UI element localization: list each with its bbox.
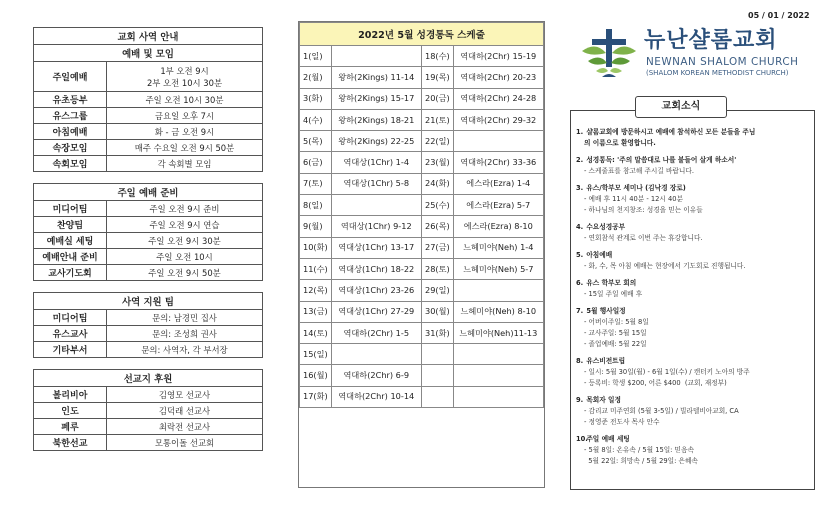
schedule-row (300, 152, 544, 173)
reading-right (453, 344, 543, 365)
row-key: 주일예배 (34, 62, 107, 92)
news-item-number: 5. (576, 251, 584, 259)
reading-right (453, 365, 543, 386)
day-left: 16(월) (300, 365, 332, 386)
news-item-title: 유스/학부모 세미나 (김낙경 장로) (586, 184, 686, 192)
day-left: 4(수) (300, 109, 332, 130)
news-sub-item: - 15일 주일 예배 후 (584, 290, 643, 298)
schedule-row (300, 131, 544, 152)
news-item (576, 434, 812, 445)
schedule-row (300, 67, 544, 88)
reading-left (331, 46, 421, 67)
schedule-row (300, 109, 544, 130)
news-item-number: 7. (576, 307, 584, 315)
table-row (34, 62, 263, 92)
day-left: 2(월) (300, 67, 332, 88)
row-value: 김영모 선교사 (107, 387, 263, 403)
support-table (33, 292, 263, 358)
day-right: 27(금) (421, 237, 453, 258)
reading-left: 왕하(2Kings) 11-14 (331, 67, 421, 88)
table-row (34, 217, 263, 233)
row-value: 매주 수요일 오전 9시 50분 (107, 140, 263, 156)
day-right: 21(토) (421, 109, 453, 130)
news-title: 교회소식 (635, 96, 727, 118)
reading-right: 역대하(2Chr) 15-19 (453, 46, 543, 67)
worship-heading: 예배 및 모임 (34, 45, 263, 62)
row-value (107, 62, 263, 92)
reading-left: 왕하(2Kings) 18-21 (331, 109, 421, 130)
church-name-english-sub: (SHALOM KOREAN METHODIST CHURCH) (646, 69, 789, 77)
row-value: 최락전 선교사 (107, 419, 263, 435)
schedule-row (300, 365, 544, 386)
reading-left (331, 344, 421, 365)
reading-left: 역대상(1Chr) 5-8 (331, 173, 421, 194)
day-right: 26(목) (421, 216, 453, 237)
church-logo (578, 23, 808, 85)
news-item (576, 356, 812, 367)
day-left: 12(목) (300, 280, 332, 301)
table-row (34, 249, 263, 265)
news-item-title: 수요성경공부 (586, 223, 626, 231)
news-sub-item: - 교사주일: 5월 15일 (584, 329, 647, 337)
day-left: 10(화) (300, 237, 332, 258)
schedule-row (300, 322, 544, 343)
reading-right: 느헤미야(Neh) 5-7 (453, 258, 543, 279)
news-sub-item: - 졸업예배: 5월 22일 (584, 340, 647, 348)
schedule-row (300, 386, 544, 407)
day-left: 15(일) (300, 344, 332, 365)
table-row (34, 140, 263, 156)
row-key: 북한선교 (34, 435, 107, 451)
row-value: 주일 오전 9시 30분 (107, 233, 263, 249)
schedule-title: 2022년 5월 성경통독 스케줄 (300, 23, 544, 46)
day-right: 20(금) (421, 88, 453, 109)
news-sub-item: - 감리교 미주연회 (5월 3-5일) / 빌라델비아교회, CA (584, 407, 739, 415)
day-left: 7(토) (300, 173, 332, 194)
worship-table (33, 27, 263, 172)
news-item (576, 306, 812, 317)
missions-table (33, 369, 263, 451)
day-left: 9(월) (300, 216, 332, 237)
schedule-row (300, 88, 544, 109)
table-row (34, 124, 263, 140)
news-item-number: 10. (576, 435, 588, 443)
row-key: 미디어팀 (34, 310, 107, 326)
table-row (34, 156, 263, 172)
news-sub-item: - 하나님의 천지창조: 성경을 믿는 이유들 (584, 206, 703, 214)
day-left: 6(금) (300, 152, 332, 173)
schedule-row (300, 237, 544, 258)
reading-left: 역대상(1Chr) 23-26 (331, 280, 421, 301)
day-left: 14(토) (300, 322, 332, 343)
table-row (34, 108, 263, 124)
church-name-korean: 뉴난샬롬교회 (644, 28, 778, 53)
row-key: 속장모임 (34, 140, 107, 156)
row-key: 유초등부 (34, 92, 107, 108)
news-item-title: 목회자 일정 (586, 396, 621, 404)
news-item-continued: 의 이름으로 환영합니다. (584, 139, 656, 147)
news-sub-item: - 어버이주일: 5월 8일 (584, 318, 649, 326)
row-value: 주일 오전 10시 30분 (107, 92, 263, 108)
reading-right: 에스라(Ezra) 8-10 (453, 216, 543, 237)
table-row (34, 435, 263, 451)
row-value: 김덕래 선교사 (107, 403, 263, 419)
table-row (34, 326, 263, 342)
news-item (576, 222, 812, 233)
row-value: 각 속회별 모임 (107, 156, 263, 172)
row-value: 주일 오전 9시 연습 (107, 217, 263, 233)
schedule-row (300, 216, 544, 237)
news-item-title: 유스 학부모 회의 (586, 279, 637, 287)
row-key: 아침예배 (34, 124, 107, 140)
news-item (576, 127, 812, 138)
schedule-row (300, 301, 544, 322)
news-sub-item: - 일시: 5월 30일(월) - 6월 1일(수) / 캔터키 노아의 방주 (584, 368, 750, 376)
table-row (34, 92, 263, 108)
reading-right (453, 386, 543, 407)
news-sub-item: - 스케줄표를 참고해 주시길 바랍니다. (584, 167, 694, 175)
schedule-row (300, 344, 544, 365)
day-right: 22(일) (421, 131, 453, 152)
reading-right: 에스라(Ezra) 1-4 (453, 173, 543, 194)
news-item-number: 9. (576, 396, 584, 404)
day-right: 19(목) (421, 67, 453, 88)
news-item-title: 5월 행사일정 (586, 307, 626, 315)
news-sub-item: - 화, 수, 목 아침 예배는 현장에서 기도회로 진행됩니다. (584, 262, 746, 270)
reading-left: 역대상(1Chr) 27-29 (331, 301, 421, 322)
news-item-number: 3. (576, 184, 584, 192)
news-sub-item: 5월 22일: 희망속 / 5월 29일: 은혜속 (584, 457, 698, 465)
schedule-table (299, 22, 544, 408)
reading-right (453, 131, 543, 152)
day-right: 25(수) (421, 195, 453, 216)
day-right (421, 386, 453, 407)
day-right: 24(화) (421, 173, 453, 194)
row-value: 주일 오전 10시 (107, 249, 263, 265)
row-key: 예배안내 준비 (34, 249, 107, 265)
table-row (34, 265, 263, 281)
schedule-row (300, 195, 544, 216)
church-name-english: NEWNAN SHALOM CHURCH (646, 56, 799, 68)
row-key: 예배실 세팅 (34, 233, 107, 249)
reading-schedule (298, 21, 545, 488)
prep-table (33, 183, 263, 281)
service-1: 1부 오전 9시 (160, 65, 209, 76)
row-key: 인도 (34, 403, 107, 419)
schedule-row (300, 280, 544, 301)
day-right: 30(월) (421, 301, 453, 322)
row-key: 기타부서 (34, 342, 107, 358)
row-value: 금요일 오후 7시 (107, 108, 263, 124)
reading-right (453, 280, 543, 301)
row-key: 교사기도회 (34, 265, 107, 281)
reading-left (331, 195, 421, 216)
news-item-title: 아침예배 (586, 251, 613, 259)
row-value: 주일 오전 9시 50분 (107, 265, 263, 281)
day-left: 8(일) (300, 195, 332, 216)
row-value: 문의: 남경민 집사 (107, 310, 263, 326)
row-key: 미디어팀 (34, 201, 107, 217)
reading-left: 역대하(2Chr) 6-9 (331, 365, 421, 386)
reading-right: 역대하(2Chr) 24-28 (453, 88, 543, 109)
news-sub-item: - 5월 8일: 온유속 / 5월 15일: 믿음속 (584, 446, 694, 454)
reading-left: 역대하(2Chr) 10-14 (331, 386, 421, 407)
reading-right: 에스라(Ezra) 5-7 (453, 195, 543, 216)
row-key: 볼리비아 (34, 387, 107, 403)
news-item-title: 샬롬교회에 방문하시고 예배에 참석하신 모든 분들을 주님 (586, 128, 756, 136)
cross-tree-logo-icon (578, 27, 640, 79)
news-item-title: 주일 예배 세팅 (586, 435, 630, 443)
reading-right: 느헤미야(Neh) 8-10 (453, 301, 543, 322)
news-sub-item: - 예배 후 11시 40분 - 12시 40분 (584, 195, 683, 203)
day-left: 3(화) (300, 88, 332, 109)
news-item-number: 1. (576, 128, 584, 136)
table-row (34, 419, 263, 435)
news-item-number: 2. (576, 156, 584, 164)
reading-left: 왕하(2Kings) 15-17 (331, 88, 421, 109)
table-row (34, 387, 263, 403)
row-value: 문의: 조성희 권사 (107, 326, 263, 342)
day-left: 11(수) (300, 258, 332, 279)
row-key: 유스그룹 (34, 108, 107, 124)
reading-right: 역대하(2Chr) 33-36 (453, 152, 543, 173)
news-item-title: 유스비전트립 (586, 357, 626, 365)
day-right: 23(월) (421, 152, 453, 173)
news-item (576, 183, 812, 194)
news-item (576, 155, 812, 166)
ministry-title: 교회 사역 안내 (34, 28, 263, 45)
row-value: 화 - 금 오전 9시 (107, 124, 263, 140)
day-left: 5(목) (300, 131, 332, 152)
prep-heading: 주일 예배 준비 (34, 184, 263, 201)
reading-right: 역대하(2Chr) 29-32 (453, 109, 543, 130)
table-row (34, 403, 263, 419)
reading-right: 역대하(2Chr) 20-23 (453, 67, 543, 88)
row-key: 찬양팀 (34, 217, 107, 233)
schedule-row (300, 46, 544, 67)
schedule-row (300, 258, 544, 279)
row-value: 문의: 사역자, 각 부서장 (107, 342, 263, 358)
reading-left: 왕하(2Kings) 22-25 (331, 131, 421, 152)
table-row (34, 233, 263, 249)
day-right (421, 365, 453, 386)
reading-left: 역대하(2Chr) 1-5 (331, 322, 421, 343)
day-left: 1(일) (300, 46, 332, 67)
reading-left: 역대상(1Chr) 1-4 (331, 152, 421, 173)
bulletin-date: 05 / 01 / 2022 (748, 11, 810, 20)
support-heading: 사역 지원 팀 (34, 293, 263, 310)
day-left: 17(화) (300, 386, 332, 407)
row-key: 페루 (34, 419, 107, 435)
news-list (576, 127, 812, 467)
news-item-number: 6. (576, 279, 584, 287)
news-item-title: 성경통독: '주의 말씀대로 나를 붙들어 살게 하소서' (586, 156, 737, 164)
reading-right: 느헤미야(Neh) 1-4 (453, 237, 543, 258)
row-key: 유스교사 (34, 326, 107, 342)
news-sub-item: - 정영준 전도사 목사 안수 (584, 418, 660, 426)
news-item-number: 4. (576, 223, 584, 231)
table-row (34, 310, 263, 326)
day-right (421, 344, 453, 365)
news-item-number: 8. (576, 357, 584, 365)
day-right: 28(토) (421, 258, 453, 279)
day-right: 29(일) (421, 280, 453, 301)
news-item (576, 395, 812, 406)
row-key: 속회모임 (34, 156, 107, 172)
row-value: 모통이돌 선교회 (107, 435, 263, 451)
reading-right: 느헤미야(Neh)11-13 (453, 322, 543, 343)
day-right: 31(화) (421, 322, 453, 343)
missions-heading: 선교지 후원 (34, 370, 263, 387)
table-row (34, 201, 263, 217)
reading-left: 역대상(1Chr) 9-12 (331, 216, 421, 237)
day-right: 18(수) (421, 46, 453, 67)
schedule-row (300, 173, 544, 194)
row-value: 주일 오전 9시 준비 (107, 201, 263, 217)
reading-left: 역대상(1Chr) 13-17 (331, 237, 421, 258)
table-row (34, 342, 263, 358)
news-sub-item: - 등록비: 학생 $200, 어른 $400 (교회, 재정부) (584, 379, 727, 387)
news-item (576, 278, 812, 289)
service-2: 2부 오전 10시 30분 (146, 77, 223, 88)
ministry-guide (33, 27, 263, 462)
day-left: 13(금) (300, 301, 332, 322)
news-sub-item: - 연회참석 관계로 이번 주는 휴강합니다. (584, 234, 703, 242)
reading-left: 역대상(1Chr) 18-22 (331, 258, 421, 279)
news-item (576, 250, 812, 261)
